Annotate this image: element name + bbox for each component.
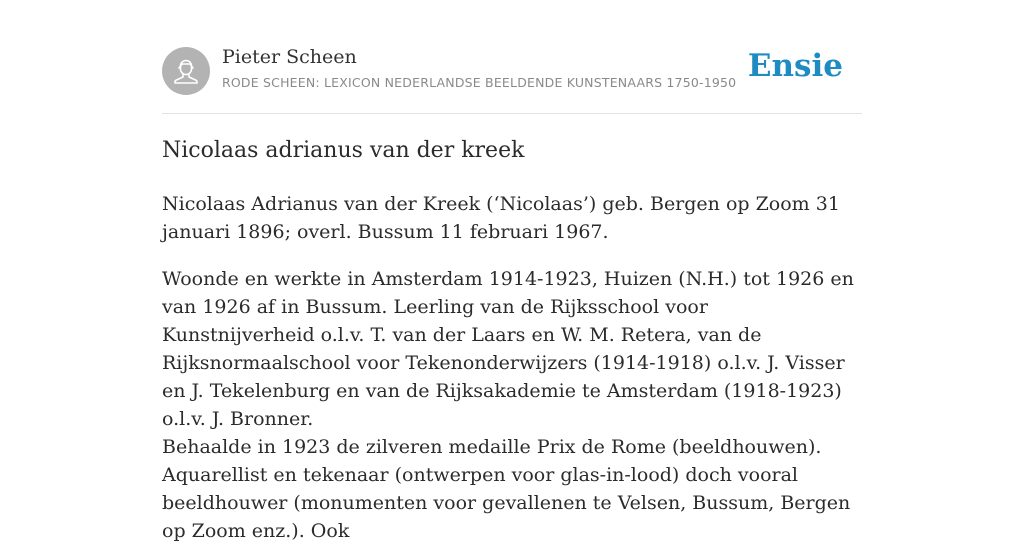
ensie-logo[interactable]: Ensie — [747, 48, 843, 84]
article-header — [162, 0, 862, 114]
user-placeholder-icon[interactable] — [162, 47, 210, 95]
article-paragraph: Nicolaas Adrianus van der Kreek (‘Nicolaas’) geb. Bergen op Zoom 31 januari 1896; overl. Bussum 11 februari 1967. — [162, 193, 840, 243]
article-paragraph: Woonde en werkte in Amsterdam 1914-1923, Huizen (N.H.) tot 1926 en van 1926 af in Bussum. Leerling van de Rijksschool voor Kunstnijverheid o.l.v. T. van der Laars en W. M. Retera, van de Rijksnormaalschool voor Tekenonderwijzers (1914-1918) o.l.v. J. Visser en J. Tekelenburg en van de Rijksakademie te Amsterdam (1918-1923) o.l.v. J. Bronner. — [162, 268, 854, 430]
author-name[interactable]: Pieter Scheen — [222, 46, 357, 68]
source-label[interactable]: RODE SCHEEN: LEXICON NEDERLANDSE BEELDENDE KUNSTENAARS 1750-1950 — [222, 75, 737, 90]
article-paragraph: Behaalde in 1923 de zilveren medaille Prix de Rome (beeldhouwen). Aquarellist en tekenaar (ontwerpen voor glas-in-lood) doch vooral beeldhouwer (monumenten voor gevallenen te Velsen, Bussum, Bergen op Zoom enz.). Ook — [162, 436, 851, 542]
article-title: Nicolaas adrianus van der kreek — [162, 138, 525, 163]
page-container — [162, 0, 862, 542]
